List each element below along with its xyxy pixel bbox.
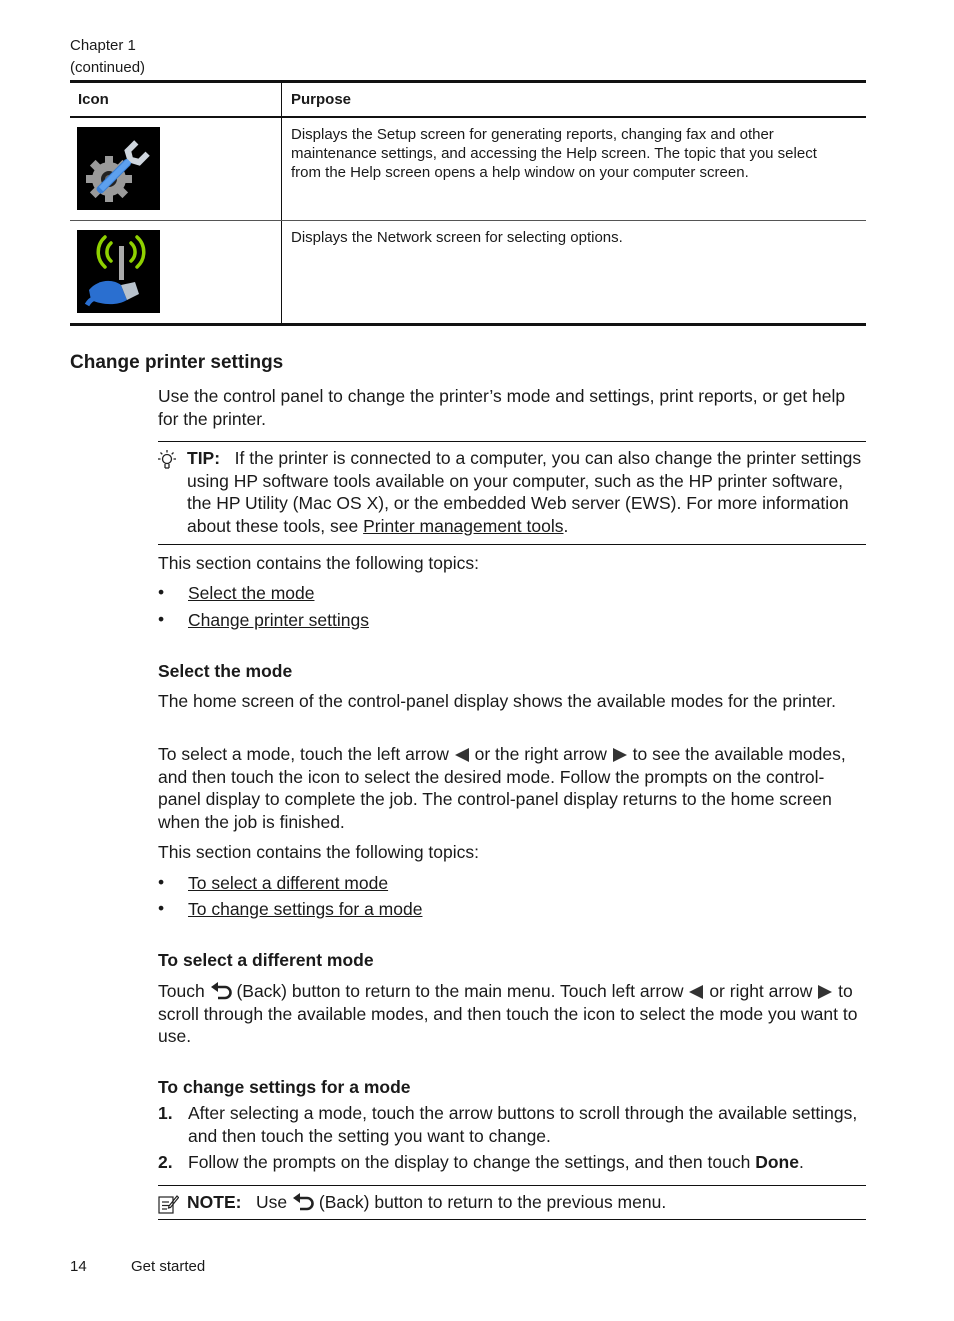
dm-b: (Back) button to return to the main menu. Touch left arrow (236, 981, 684, 1001)
bullet: • (158, 609, 165, 629)
section-title: Change printer settings (70, 352, 284, 373)
tip-bottom-rule (158, 544, 866, 545)
section-intro: Use the control panel to change the printer’s mode and settings, print reports, or get help for the printer. (158, 386, 846, 429)
p2-d: modes, and then touch the icon to select the desired mode. Follow the prompts on the control-panel display to complete the job. The control-panel display returns to the home screen when the job is finished. (158, 744, 846, 832)
step-text: After selecting a mode, touch the arrow buttons to scroll through the available settings, and then touch the setting you want to change. (188, 1103, 858, 1146)
tip-block (187, 447, 867, 537)
chapter-label: Chapter 1 (70, 37, 136, 54)
step-text (188, 1151, 866, 1174)
page-number: 14 (70, 1258, 87, 1275)
different-mode-title: To select a different mode (158, 950, 374, 970)
left-arrow-icon (688, 984, 704, 1000)
note-bottom-rule (158, 1219, 866, 1220)
different-mode-text (158, 980, 866, 1048)
topic-link-change-settings[interactable]: Change printer settings (188, 610, 369, 630)
dm-a: Touch (158, 981, 205, 1001)
table-header-icon: Icon (78, 91, 109, 108)
setup-wrench-gear-icon (77, 127, 160, 210)
topic-link-different-mode[interactable]: To select a different mode (188, 873, 389, 893)
continued-label: (continued) (70, 59, 146, 76)
tip-top-rule (158, 441, 866, 442)
right-arrow-icon (817, 984, 833, 1000)
step2-end: . (798, 1152, 804, 1172)
change-settings-title: To change settings for a mode (158, 1077, 411, 1097)
step-number: 1. (158, 1103, 173, 1123)
tip-label: TIP: (187, 448, 221, 468)
back-icon (292, 1193, 314, 1211)
table-header-purpose: Purpose (291, 91, 352, 108)
topics-intro: This section contains the following topics: (158, 553, 479, 573)
step2-text: Follow the prompts on the display to change the settings, and then touch (188, 1152, 751, 1172)
back-icon (210, 982, 232, 1000)
note-top-rule (158, 1185, 866, 1186)
step-number: 2. (158, 1152, 173, 1172)
topic-link-change-mode-settings[interactable]: To change settings for a mode (188, 899, 423, 919)
dm-c: or right arrow (709, 981, 813, 1001)
bullet: • (158, 898, 165, 918)
note-label: NOTE: (187, 1192, 242, 1212)
left-arrow-icon (454, 747, 470, 763)
select-mode-p2 (158, 743, 866, 833)
table-header-rule (70, 116, 866, 118)
right-arrow-icon (612, 747, 628, 763)
dm-d: to scroll through the available modes, and then touch the icon to select the mode you want to use. (158, 981, 858, 1046)
p2-a: To select a mode, touch the left arrow (158, 744, 449, 764)
note-a: Use (256, 1192, 288, 1212)
row1-purpose: Displays the Setup screen for generating reports, changing fax and other maintenance settings, and accessing the Help screen. The topic that you select from the Help screen opens a help window on your computer screen. (291, 126, 817, 181)
network-wireless-icon (77, 230, 160, 313)
tip-text: If the printer is connected to a computer, you can also change the printer settings using HP software tools available on your computer, such as the HP printer software, the HP Utility (Mac OS X), or the embedded Web server (EWS). For more information about these tools, see (187, 448, 862, 536)
tip-end: . (563, 515, 569, 536)
select-mode-p1: The home screen of the control-panel display shows the available modes for the printer. (158, 691, 837, 711)
bullet: • (158, 872, 165, 892)
note-b: (Back) button to return to the previous menu. (318, 1192, 667, 1212)
printer-management-tools-link[interactable]: Printer management tools (363, 515, 564, 536)
done-label: Done (755, 1152, 799, 1172)
lightbulb-icon (156, 449, 178, 476)
table-row-rule (70, 220, 866, 221)
table-column-divider (281, 80, 282, 325)
p2-c: to see the available (632, 744, 784, 764)
topic-link-select-mode[interactable]: Select the mode (188, 583, 315, 603)
footer-title: Get started (131, 1258, 206, 1275)
p2-b: or the right arrow (474, 744, 607, 764)
note-pad-icon (157, 1193, 179, 1220)
select-mode-topics-intro: This section contains the following topics: (158, 842, 479, 862)
row2-purpose: Displays the Network screen for selecting options. (291, 229, 623, 246)
table-top-rule (70, 80, 866, 83)
select-mode-title: Select the mode (158, 661, 293, 681)
bullet: • (158, 582, 165, 602)
table-bottom-rule (70, 323, 866, 326)
note-block (187, 1191, 867, 1214)
